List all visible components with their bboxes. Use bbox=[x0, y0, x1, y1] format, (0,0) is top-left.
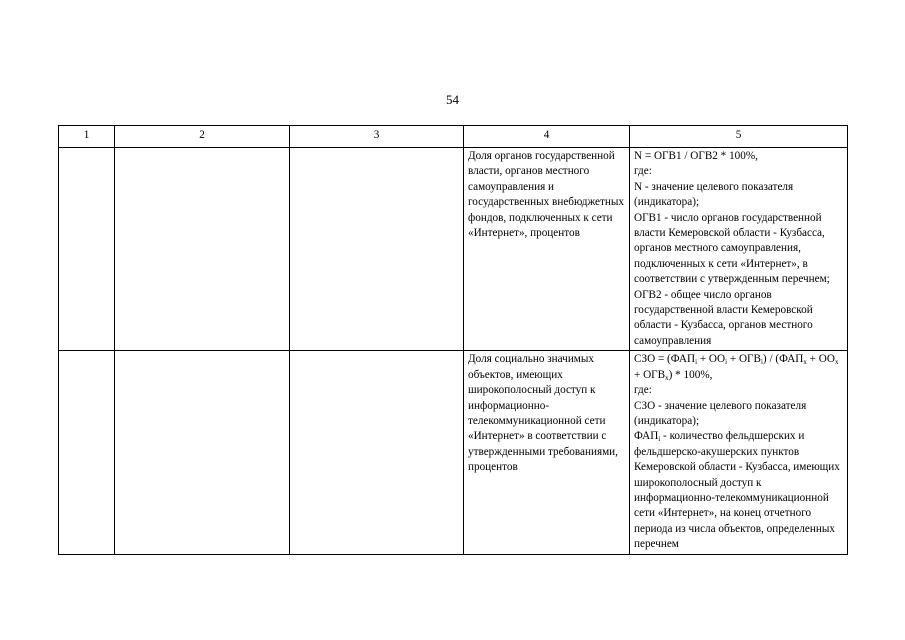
row2-col3 bbox=[290, 351, 464, 554]
table-row bbox=[59, 351, 848, 554]
row1-def-ogv1: ОГВ1 - число органов государственной власти Кемеровской области - Кузбасса, органов местного самоуправления, подключенных к сети «Интернет», в соответствии с утвержденным перечнем; bbox=[634, 211, 830, 286]
header-col-2: 2 bbox=[115, 126, 290, 148]
table-header-row bbox=[59, 126, 848, 148]
row1-col3 bbox=[290, 148, 464, 351]
header-col-5: 5 bbox=[630, 126, 848, 148]
row1-formula: N = ОГВ1 / ОГВ2 * 100%, bbox=[634, 150, 758, 162]
row2-formula: СЗО = $(ФАП_i + ОО_i + ОГВ_i) / (ФАП_x + ОО_x + ОГВ_x) * 100\%$, bbox=[634, 353, 839, 382]
row2-indicator-text: Доля социально значимых объектов, имеющих широкополосный доступ к информационно-телекоммуникационной сети «Интернет» в соответствии с утвержденными требованиями, процентов bbox=[468, 353, 618, 474]
table-row bbox=[59, 148, 848, 351]
header-col-4: 4 bbox=[464, 126, 630, 148]
row2-formula-cell bbox=[630, 351, 848, 554]
header-col-3: 3 bbox=[290, 126, 464, 148]
row2-col2 bbox=[115, 351, 290, 554]
page-number: 54 bbox=[446, 92, 459, 107]
row1-col2 bbox=[115, 148, 290, 351]
indicators-table bbox=[58, 125, 848, 555]
row1-indicator-name bbox=[464, 148, 630, 351]
row2-col1 bbox=[59, 351, 115, 554]
row1-formula-cell bbox=[630, 148, 848, 351]
row2-indicator-name bbox=[464, 351, 630, 554]
row2-def-szo: СЗО - значение целевого показателя (индикатора); bbox=[634, 399, 807, 427]
row2-where: где: bbox=[634, 384, 652, 397]
row1-where: где: bbox=[634, 165, 652, 178]
row1-col1 bbox=[59, 148, 115, 351]
row1-indicator-text: Доля органов государственной власти, органов местного самоуправления и государственных внебюджетных фондов, подключенных к сети «Интернет», процентов bbox=[468, 150, 625, 240]
row2-def-fap: $ФАП_i$ - количество фельдшерских и фельдшерско-акушерских пунктов Кемеровской области - Кузбасса, имеющих широкополосный доступ к информационно-телекоммуникационной сети «Интернет», на конец отчетного периода из числа объектов, определенных перечнем bbox=[634, 430, 840, 551]
header-col-1: 1 bbox=[59, 126, 115, 148]
row1-def-n: N - значение целевого показателя (индикатора); bbox=[634, 180, 794, 209]
row1-def-ogv2: ОГВ2 - общее число органов государственной власти Кемеровской области - Кузбасса, органов местного самоуправления bbox=[634, 288, 813, 347]
